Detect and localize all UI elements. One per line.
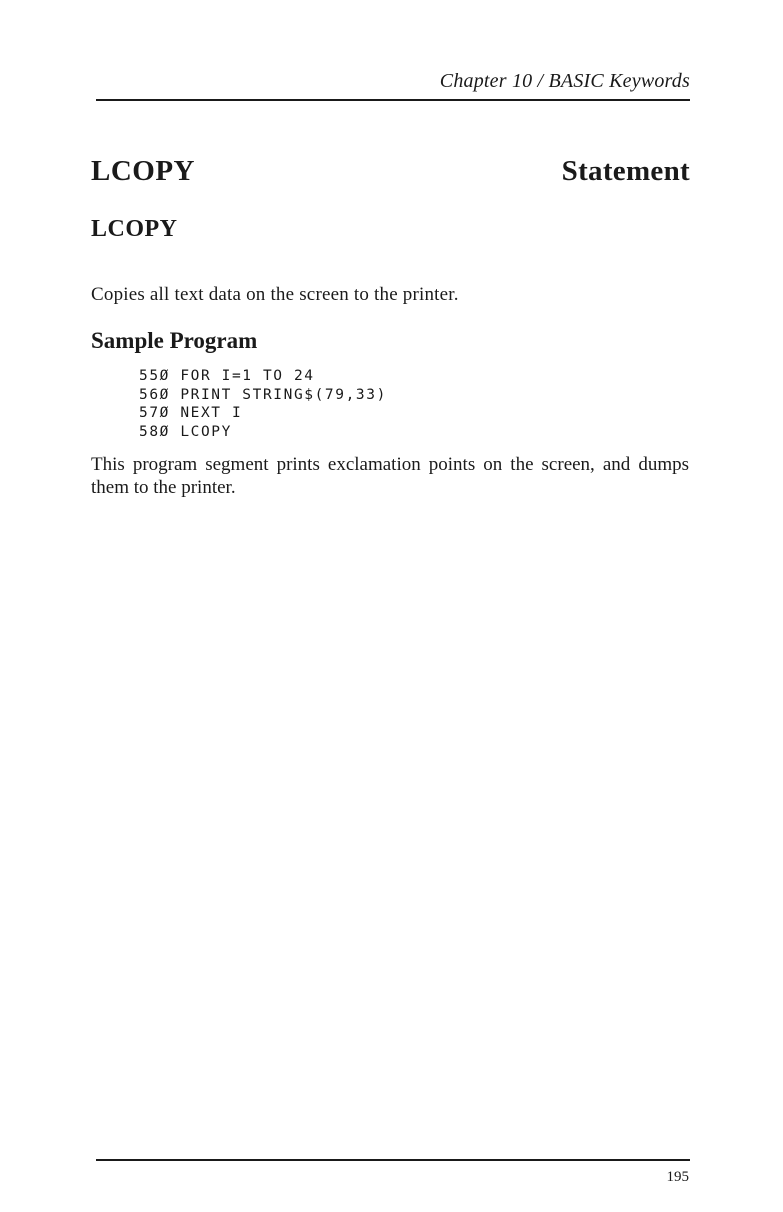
syntax-line: LCOPY xyxy=(91,216,178,242)
running-header: Chapter 10 / BASIC Keywords xyxy=(439,70,690,92)
code-line: 57Ø NEXT I xyxy=(139,405,243,421)
code-line: 56Ø PRINT STRING$(79,33) xyxy=(139,386,387,403)
keyword-description: Copies all text data on the screen to the printer. xyxy=(91,284,459,305)
keyword-type: Statement xyxy=(561,155,690,187)
sample-program-heading: Sample Program xyxy=(91,328,258,353)
program-explanation: This program segment prints exclamation points on the screen, and dumps them to the printer. xyxy=(91,454,689,498)
header-rule xyxy=(96,99,690,101)
footer-rule xyxy=(96,1159,690,1161)
code-line: 58Ø LCOPY xyxy=(139,423,232,440)
code-block xyxy=(139,367,387,441)
keyword-title: LCOPY xyxy=(91,155,195,187)
code-line: 55Ø FOR I=1 TO 24 xyxy=(139,368,315,384)
page-number: 195 xyxy=(666,1169,689,1185)
